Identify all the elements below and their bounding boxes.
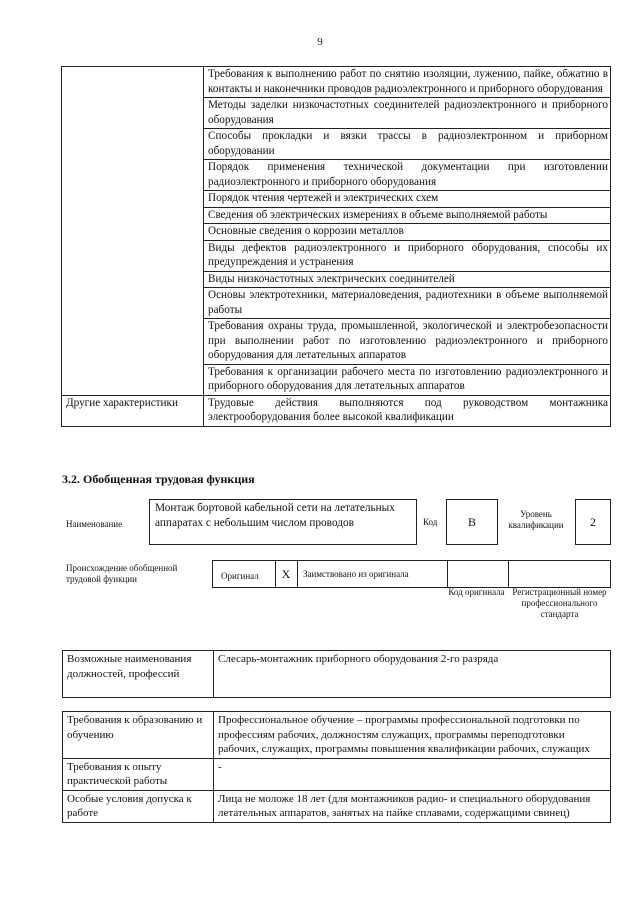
requirement-label: Требования к опыту практической работы <box>63 758 214 790</box>
original-label: Оригинал <box>221 571 259 581</box>
table-cell: Требования к организации рабочего места по изготовлению радиоэлектронного и приборного оборудования для летательных аппаратов <box>204 364 611 395</box>
requirements-table <box>62 711 611 823</box>
level-value: 2 <box>575 499 611 545</box>
level-label: Уровень квалификации <box>508 509 564 530</box>
requirement-label: Особые условия допуска к работе <box>63 790 214 822</box>
table-cell: Сведения об электрических измерениях в объеме выполняемой работы <box>204 207 611 224</box>
table-row <box>63 790 611 822</box>
table-cell: Требования охраны труда, промышленной, экологической и электробезопасности при выполнении работ по изготовлению радиоэлектронного и приборного оборудования для летательных аппаратов <box>204 319 611 365</box>
origin-box <box>212 560 611 588</box>
requirement-value: Профессиональное обучение – программы профессиональной подготовки по профессиям рабочих, должностям служащих, программы переподготовки рабочих, служащих, программы повышения квалификации рабочих, служащих <box>214 712 611 759</box>
table-row <box>63 758 611 790</box>
knowledge-table <box>61 66 611 427</box>
table-cell: Методы заделки низкочастотных соединителей радиоэлектронного и приборного оборудования <box>204 98 611 129</box>
positions-value: Слесарь-монтажник приборного оборудования 2-го разряда <box>214 651 611 698</box>
function-name-value: Монтаж бортовой кабельной сети на летательных аппаратах с небольшим числом проводов <box>149 499 417 545</box>
original-mark: X <box>281 567 291 581</box>
requirement-label: Требования к образованию и обучению <box>63 712 214 759</box>
registration-number-caption: Регистрационный номер профессионального стандарта <box>512 587 607 619</box>
code-original-caption: Код оригинала <box>448 587 505 597</box>
table-cell: Виды дефектов радиоэлектронного и приборного оборудования, способы их предупреждения и устранения <box>204 240 611 271</box>
requirement-value: Лица не моложе 18 лет (для монтажников радио- и специального оборудования летательных аппаратов, занятых на пайке сплавами, содержащими свинец) <box>214 790 611 822</box>
table-cell: Требования к выполнению работ по снятию изоляции, лужению, пайке, обжатию в контакты и наконечники проводов радиоэлектронного и приборного оборудования <box>204 67 611 98</box>
code-label: Код <box>423 517 438 527</box>
table-cell: Порядок применения технической документации при изготовлении радиоэлектронного и приборного оборудования <box>204 160 611 191</box>
borrowed-label: Заимствовано из оригинала <box>303 569 409 579</box>
table-row <box>63 712 611 759</box>
other-characteristics-label: Другие характеристики <box>62 395 204 426</box>
requirement-value: - <box>214 758 611 790</box>
table-cell: Основные сведения о коррозии металлов <box>204 224 611 241</box>
positions-table <box>62 650 611 698</box>
name-label: Наименование <box>66 519 123 529</box>
table-cell: Порядок чтения чертежей и электрических схем <box>204 191 611 208</box>
table-row <box>63 651 611 698</box>
page-number: 9 <box>317 36 323 48</box>
empty-label-cell <box>62 67 204 396</box>
other-characteristics-value: Трудовые действия выполняются под руководством монтажника электрооборудования более высокой квалификации <box>204 395 611 426</box>
table-row <box>62 395 611 426</box>
positions-label: Возможные наименования должностей, профессий <box>63 651 214 698</box>
origin-label: Происхождение обобщенной трудовой функции <box>66 563 178 584</box>
table-row <box>62 67 611 98</box>
table-cell: Способы прокладки и вязки трассы в радиоэлектронном и приборном оборудовании <box>204 129 611 160</box>
table-cell: Виды низкочастотных электрических соединителей <box>204 271 611 288</box>
table-cell: Основы электротехники, материаловедения, радиотехники в объеме выполняемой работы <box>204 288 611 319</box>
section-heading: 3.2. Обобщенная трудовая функция <box>62 472 255 486</box>
function-code-value: B <box>446 499 498 545</box>
